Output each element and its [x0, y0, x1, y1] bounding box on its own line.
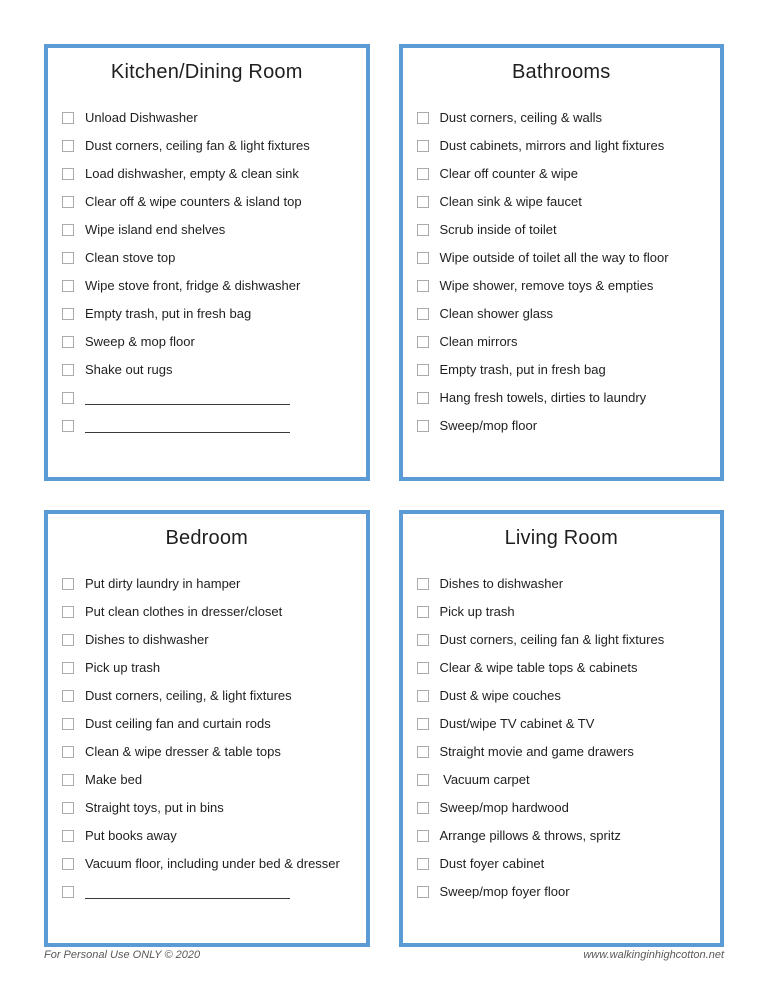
checklist-item	[417, 300, 715, 328]
checkbox-icon[interactable]	[62, 886, 74, 898]
checklist-item	[417, 626, 715, 654]
checkbox-icon[interactable]	[417, 606, 429, 618]
checklist-items-bedroom	[48, 570, 366, 906]
item-label: Dust corners, ceiling fan & light fixtures	[85, 137, 310, 153]
item-label: Wipe island end shelves	[85, 221, 226, 237]
checkbox-icon[interactable]	[62, 140, 74, 152]
checklist-item	[62, 160, 360, 188]
checkbox-icon[interactable]	[62, 112, 74, 124]
checklist-item	[62, 328, 360, 356]
item-label: Wipe shower, remove toys & empties	[439, 277, 654, 293]
item-label: Load dishwasher, empty & clean sink	[85, 165, 299, 181]
item-label: Vacuum carpet	[439, 771, 530, 787]
item-label: Arrange pillows & throws, spritz	[439, 827, 621, 843]
checkbox-icon[interactable]	[417, 168, 429, 180]
item-label: Dishes to dishwasher	[85, 631, 209, 647]
item-label: Dust corners, ceiling & walls	[439, 109, 603, 125]
checkbox-icon[interactable]	[417, 420, 429, 432]
checkbox-icon[interactable]	[62, 364, 74, 376]
checklist-item	[417, 570, 715, 598]
item-label: Clean stove top	[85, 249, 176, 265]
checkbox-icon[interactable]	[62, 606, 74, 618]
item-label: Vacuum floor, including under bed & dresser	[85, 855, 340, 871]
card-living-room	[399, 510, 725, 947]
item-label: Sweep/mop hardwood	[439, 799, 569, 815]
checklist-item	[62, 244, 360, 272]
item-label: Sweep/mop foyer floor	[439, 883, 570, 899]
item-label: Dust ceiling fan and curtain rods	[85, 715, 271, 731]
checklist-item	[62, 356, 360, 384]
checkbox-icon[interactable]	[62, 420, 74, 432]
checkbox-icon[interactable]	[417, 718, 429, 730]
item-label: Put dirty laundry in hamper	[85, 575, 241, 591]
item-label: Make bed	[85, 771, 143, 787]
blank-write-in-line[interactable]	[85, 885, 290, 899]
card-title-kitchen-dining-room: Kitchen/Dining Room	[110, 61, 303, 83]
checklist-item	[62, 412, 360, 440]
checklist-items-bathrooms	[403, 104, 721, 440]
checklist-grid	[44, 44, 724, 947]
item-label: Sweep/mop floor	[439, 417, 538, 433]
blank-write-in-line[interactable]	[85, 419, 290, 433]
checklist-item	[417, 216, 715, 244]
item-label: Put clean clothes in dresser/closet	[85, 603, 283, 619]
checklist-item	[417, 188, 715, 216]
card-title-bedroom: Bedroom	[165, 527, 249, 549]
checkbox-icon[interactable]	[62, 802, 74, 814]
checklist-item	[62, 598, 360, 626]
footer-copyright-text: For Personal Use ONLY © 2020	[44, 949, 201, 961]
item-label: Clear & wipe table tops & cabinets	[439, 659, 638, 675]
checkbox-icon[interactable]	[417, 690, 429, 702]
checkbox-icon[interactable]	[417, 392, 429, 404]
item-label: Dust & wipe couches	[439, 687, 561, 703]
item-label: Pick up trash	[439, 603, 515, 619]
item-label: Scrub inside of toilet	[439, 221, 557, 237]
checklist-item	[62, 132, 360, 160]
item-label: Dishes to dishwasher	[439, 575, 564, 591]
checkbox-icon[interactable]	[62, 718, 74, 730]
checkbox-icon[interactable]	[62, 168, 74, 180]
item-label: Pick up trash	[85, 659, 161, 675]
checkbox-icon[interactable]	[417, 774, 429, 786]
item-label: Shake out rugs	[85, 361, 173, 377]
checklist-item	[62, 570, 360, 598]
checkbox-icon[interactable]	[417, 578, 429, 590]
checkbox-icon[interactable]	[417, 662, 429, 674]
checkbox-icon[interactable]	[417, 196, 429, 208]
checklist-item	[417, 412, 715, 440]
card-bedroom	[44, 510, 370, 947]
checklist-item	[417, 794, 715, 822]
checklist-item	[62, 766, 360, 794]
checkbox-icon[interactable]	[62, 336, 74, 348]
item-label: Sweep & mop floor	[85, 333, 195, 349]
checklist-item	[417, 654, 715, 682]
checklist-item	[417, 738, 715, 766]
checkbox-icon[interactable]	[417, 336, 429, 348]
checklist-item	[417, 328, 715, 356]
checklist-item	[417, 766, 715, 794]
checkbox-icon[interactable]	[417, 886, 429, 898]
item-label: Dust/wipe TV cabinet & TV	[439, 715, 595, 731]
checklist-item	[62, 272, 360, 300]
checklist-item	[417, 132, 715, 160]
checklist-item	[62, 710, 360, 738]
checkbox-icon[interactable]	[417, 308, 429, 320]
checkbox-icon[interactable]	[417, 140, 429, 152]
checkbox-icon[interactable]	[62, 858, 74, 870]
checkbox-icon[interactable]	[62, 308, 74, 320]
checklist-item	[62, 738, 360, 766]
card-title-living-room: Living Room	[504, 527, 618, 549]
page-footer	[44, 949, 724, 961]
checkbox-icon[interactable]	[62, 690, 74, 702]
item-label: Clear off & wipe counters & island top	[85, 193, 302, 209]
checkbox-icon[interactable]	[417, 858, 429, 870]
checklist-item	[62, 794, 360, 822]
card-title-bathrooms: Bathrooms	[511, 61, 611, 83]
checkbox-icon[interactable]	[62, 280, 74, 292]
checklist-item	[62, 300, 360, 328]
checkbox-icon[interactable]	[417, 746, 429, 758]
item-label: Wipe stove front, fridge & dishwasher	[85, 277, 301, 293]
item-label: Clean shower glass	[439, 305, 553, 321]
checkbox-icon[interactable]	[417, 802, 429, 814]
item-label: Straight toys, put in bins	[85, 799, 224, 815]
item-label: Wipe outside of toilet all the way to floor	[439, 249, 669, 265]
checklist-item	[417, 160, 715, 188]
item-label: Clear off counter & wipe	[439, 165, 578, 181]
item-label: Straight movie and game drawers	[439, 743, 634, 759]
checklist-item	[417, 850, 715, 878]
checklist-item	[417, 244, 715, 272]
item-label: Dust foyer cabinet	[439, 855, 545, 871]
checkbox-icon[interactable]	[62, 252, 74, 264]
item-label: Clean sink & wipe faucet	[439, 193, 582, 209]
item-label: Put books away	[85, 827, 177, 843]
checkbox-icon[interactable]	[62, 578, 74, 590]
checkbox-icon[interactable]	[417, 280, 429, 292]
item-label: Empty trash, put in fresh bag	[439, 361, 606, 377]
checkbox-icon[interactable]	[62, 634, 74, 646]
checkbox-icon[interactable]	[62, 224, 74, 236]
checklist-item	[62, 878, 360, 906]
checklist-item	[417, 598, 715, 626]
checklist-item	[417, 104, 715, 132]
checkbox-icon[interactable]	[62, 196, 74, 208]
checklist-item	[62, 188, 360, 216]
checkbox-icon[interactable]	[62, 830, 74, 842]
checklist-item	[417, 682, 715, 710]
checklist-item	[62, 104, 360, 132]
checklist-item	[62, 654, 360, 682]
checklist-item	[417, 710, 715, 738]
checkbox-icon[interactable]	[62, 662, 74, 674]
checkbox-icon[interactable]	[62, 392, 74, 404]
checkbox-icon[interactable]	[62, 746, 74, 758]
checklist-items-kitchen-dining-room	[48, 104, 366, 440]
checklist-item	[62, 626, 360, 654]
checklist-item	[417, 356, 715, 384]
checklist-item	[417, 384, 715, 412]
checklist-item	[417, 272, 715, 300]
checklist-item	[62, 216, 360, 244]
checkbox-icon[interactable]	[417, 830, 429, 842]
card-bathrooms	[399, 44, 725, 481]
checklist-items-living-room	[403, 570, 721, 906]
checklist-item	[62, 384, 360, 412]
item-label: Clean & wipe dresser & table tops	[85, 743, 281, 759]
checklist-item	[62, 682, 360, 710]
checkbox-icon[interactable]	[417, 112, 429, 124]
checkbox-icon[interactable]	[62, 774, 74, 786]
checklist-item	[417, 822, 715, 850]
item-label: Hang fresh towels, dirties to laundry	[439, 389, 647, 405]
item-label: Dust cabinets, mirrors and light fixtures	[439, 137, 665, 153]
checkbox-icon[interactable]	[417, 252, 429, 264]
checklist-item	[62, 850, 360, 878]
blank-write-in-line[interactable]	[85, 391, 290, 405]
card-kitchen-dining-room	[44, 44, 370, 481]
item-label: Dust corners, ceiling, & light fixtures	[85, 687, 292, 703]
footer-website-text: www.walkinginhighcotton.net	[583, 949, 724, 961]
checkbox-icon[interactable]	[417, 224, 429, 236]
checklist-item	[62, 822, 360, 850]
checkbox-icon[interactable]	[417, 364, 429, 376]
item-label: Unload Dishwasher	[85, 109, 198, 125]
item-label: Empty trash, put in fresh bag	[85, 305, 252, 321]
item-label: Dust corners, ceiling fan & light fixtures	[439, 631, 665, 647]
item-label: Clean mirrors	[439, 333, 518, 349]
checklist-item	[417, 878, 715, 906]
checkbox-icon[interactable]	[417, 634, 429, 646]
